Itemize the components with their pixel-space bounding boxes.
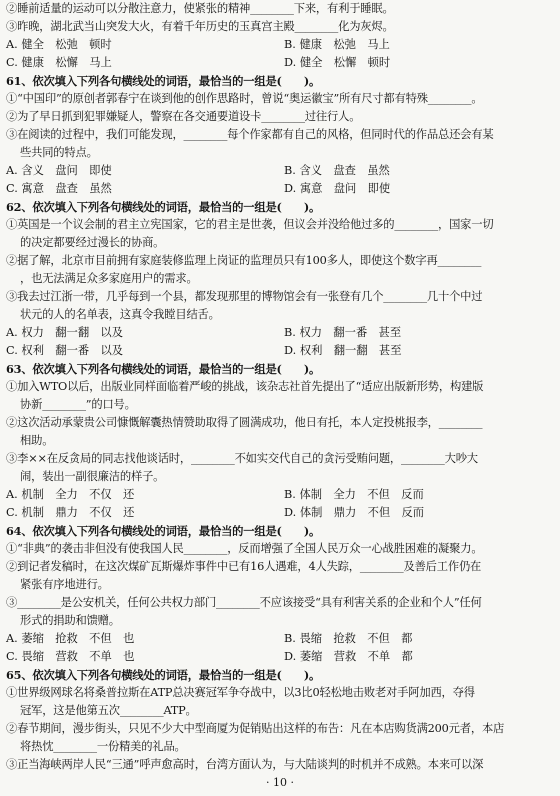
option-d: D. 体制 鼎力 不但 反而 <box>284 506 425 519</box>
text-line: ②到记者发稿时，在这次煤矿瓦斯爆炸事件中已有16人遇难，4人失踪，________及善后工作仍在 <box>6 560 482 573</box>
question-64-stem: 64、依次填入下列各句横线处的词语，最恰当的一组是( )。 <box>6 524 321 538</box>
text-line: ③在阅读的过程中，我们可能发现，________每个作家都有自己的风格，但同时代的作品总还会有某 <box>6 128 494 141</box>
text-line: ①英国是一个议会制的君主立宪国家，它的君主是世袭，但议会并没给他过多的________，国家一切 <box>6 218 494 231</box>
text-line: ②睡前适量的运动可以分散注意力，使紧张的精神________下来，有利于睡眠。 <box>6 2 394 15</box>
question-62-stem: 62、依次填入下列各句横线处的词语，最恰当的一组是( )。 <box>6 200 321 214</box>
option-a: A. 健全 松弛 顿时 <box>6 38 112 51</box>
text-line: 的决定都要经过漫长的协商。 <box>20 236 165 249</box>
text-line: ③________是公安机关，任何公共权力部门________不应该接受“具有利害关系的企业和个人”任何 <box>6 596 482 609</box>
text-line: ③我去过江浙一带，几乎每到一个县，都发现那里的博物馆会有一张登有几个________几十个中过 <box>6 290 483 303</box>
text-line: ②这次活动承蒙贵公司慷慨解囊热情赞助取得了圆满成功，他日有托，本人定投桃报李，________ <box>6 416 483 429</box>
option-b: B. 含义 盘查 虽然 <box>284 164 390 177</box>
text-line: 协新________”的口号。 <box>20 398 136 411</box>
option-c: C. 寓意 盘查 虽然 <box>6 182 112 195</box>
text-line: ，也无法满足众多家庭用户的需求。 <box>20 272 198 285</box>
text-line: ②春节期间，漫步街头，只见不少大中型商厦为促销贴出这样的布告：凡在本店购货满200元者，本店 <box>6 722 505 735</box>
option-a: A. 萎缩 抢救 不但 也 <box>6 632 135 645</box>
text-line: ①世界级网球名将桑普拉斯在ATP总决赛冠军争夺战中，以3比0轻松地击败老对手阿加西，夺得 <box>6 686 475 699</box>
option-c: C. 机制 鼎力 不仅 还 <box>6 506 135 519</box>
option-b: B. 权力 翻一番 甚至 <box>284 326 402 339</box>
text-line: 相助。 <box>20 434 54 447</box>
text-line: ①“非典”的袭击非但没有使我国人民________，反而增强了全国人民万众一心战胜困难的凝聚力。 <box>6 542 483 555</box>
question-65-stem: 65、依次填入下列各句横线处的词语，最恰当的一组是( )。 <box>6 668 321 682</box>
page-number: · 10 · <box>266 776 294 789</box>
option-d: D. 健全 松懈 顿时 <box>284 56 391 69</box>
text-line: ①加入WTO以后，出版业同样面临着严峻的挑战，该杂志社首先提出了“适应出版新形势，构建版 <box>6 380 484 393</box>
text-line: 些共同的特点。 <box>20 146 98 159</box>
option-b: B. 健康 松弛 马上 <box>284 38 390 51</box>
option-c: C. 权利 翻一番 以及 <box>6 344 124 357</box>
text-line: ②为了早日抓到犯罪嫌疑人，警察在各交通要道设卡________过往行人。 <box>6 110 361 123</box>
text-line: ③昨晚，湖北武当山突发大火，有着千年历史的玉真宫主殿________化为灰烬。 <box>6 20 394 33</box>
option-c: C. 畏缩 营救 不单 也 <box>6 650 135 663</box>
text-line: 形式的捐助和馈赠。 <box>20 614 120 627</box>
question-61-stem: 61、依次填入下列各句横线处的词语，最恰当的一组是( )。 <box>6 74 321 88</box>
option-d: D. 权利 翻一翻 甚至 <box>284 344 402 357</box>
option-b: B. 体制 全力 不但 反而 <box>284 488 424 501</box>
option-a: A. 含义 盘问 即使 <box>6 164 112 177</box>
text-line: 将热忱________一份精美的礼品。 <box>20 740 186 753</box>
text-line: ③正当海峡两岸人民“三通”呼声愈高时，台湾方面认为，与大陆谈判的时机并不成熟。本来可以深 <box>6 758 484 771</box>
option-c: C. 健康 松懈 马上 <box>6 56 112 69</box>
text-line: 紧张有序地进行。 <box>20 578 109 591</box>
text-line: ②据了解，北京市目前拥有家庭装修监理上岗证的监理员只有100多人，即使这个数字再________ <box>6 254 482 267</box>
text-line: ③李××在反贪局的同志找他谈话时，________不如实交代自己的贪污受贿问题，________大吵大 <box>6 452 478 465</box>
option-d: D. 萎缩 营救 不单 都 <box>284 650 413 663</box>
option-b: B. 畏缩 抢救 不但 都 <box>284 632 413 645</box>
text-line: ①“中国印”的原创者郭春宁在谈到他的创作思路时，曾说“奥运徽宝”所有尺寸都有特殊________。 <box>6 92 483 105</box>
option-d: D. 寓意 盘问 即使 <box>284 182 391 195</box>
text-line: 闹，装出一副很廉洁的样子。 <box>20 470 165 483</box>
option-a: A. 权力 翻一翻 以及 <box>6 326 124 339</box>
option-a: A. 机制 全力 不仅 还 <box>6 488 135 501</box>
text-line: 状元的人的名单表，这真令我瞠目结舌。 <box>20 308 220 321</box>
question-63-stem: 63、依次填入下列各句横线处的词语，最恰当的一组是( )。 <box>6 362 321 376</box>
text-line: 冠军，这是他第五次________ATP。 <box>20 704 197 717</box>
